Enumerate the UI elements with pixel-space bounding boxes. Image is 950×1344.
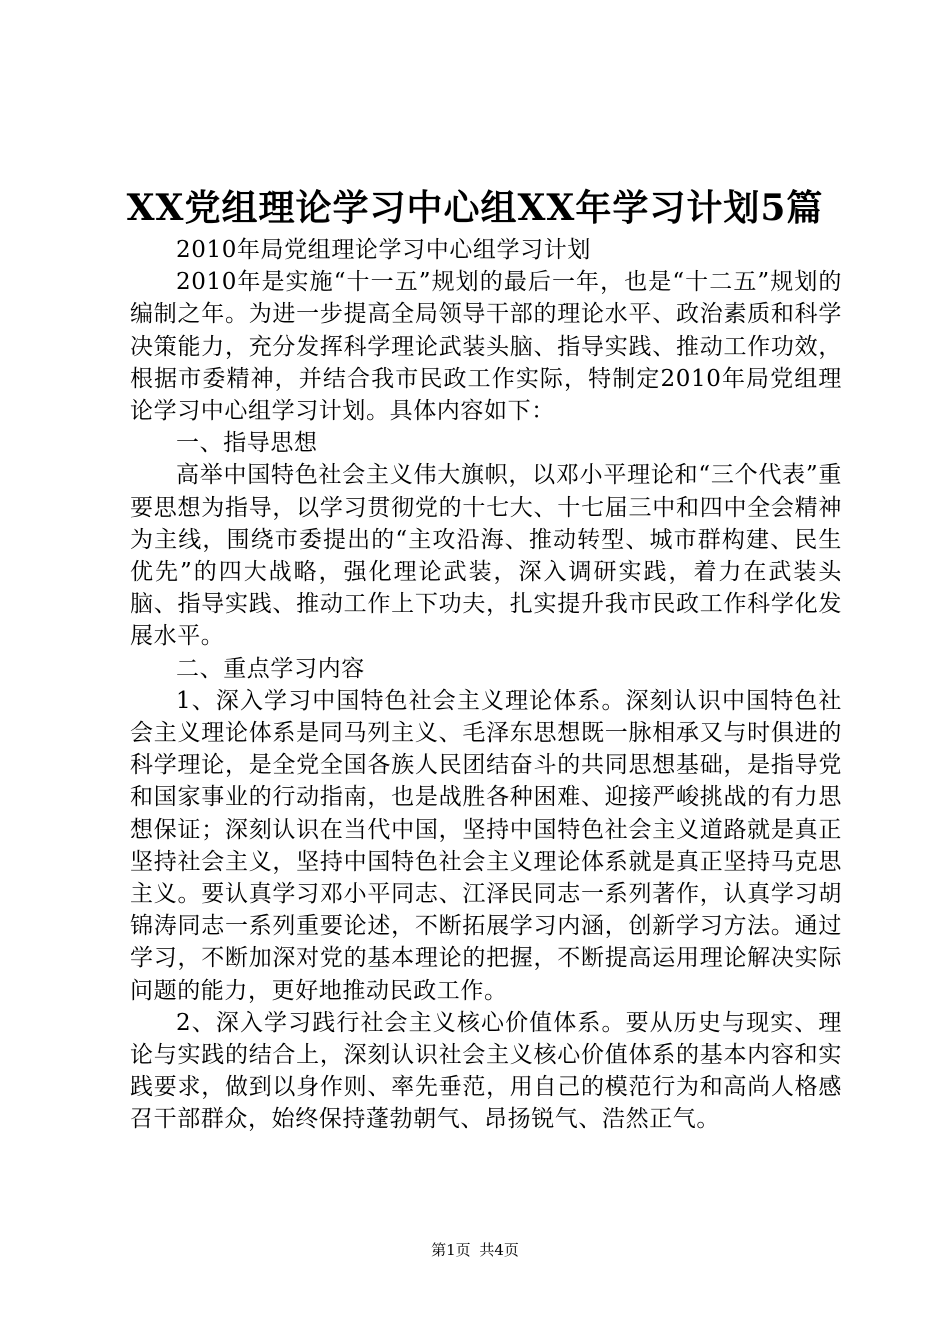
page-number: 第1页 xyxy=(431,1241,471,1259)
paragraph-intro: 2010年是实施“十一五”规划的最后一年，也是“十二五”规划的编制之年。为进一步提高全局领导干部的理论水平、政治素质和科学决策能力，充分发挥科学理论武装头脑、指导实践、推动工作功效，根据市委精神，并结合我市民政工作实际，特制定2010年局党组理论学习中心组学习计划。具体内容如下： xyxy=(130,269,842,425)
paragraph-item-1: 1、深入学习中国特色社会主义理论体系。深刻认识中国特色社会主义理论体系是同马列主义、毛泽东思想既一脉相承又与时俱进的科学理论，是全党全国各族人民团结奋斗的共同思想基础，是指导党和国家事业的行动指南，也是战胜各种困难、迎接严峻挑战的有力思想保证；深刻认识在当代中国，坚持中国特色社会主义道路就是真正坚持社会主义，坚持中国特色社会主义理论体系就是真正坚持马克思主义。要认真学习邓小平同志、江泽民同志一系列著作，认真学习胡锦涛同志一系列重要论述，不断拓展学习内涵，创新学习方法。通过学习，不断加深对党的基本理论的把握，不断提高运用理论解决实际问题的能力，更好地推动民政工作。 xyxy=(130,687,842,1004)
paragraph-plan-heading: 2010年局党组理论学习中心组学习计划 xyxy=(176,237,591,263)
document-body xyxy=(130,234,842,1136)
paragraph-item-2: 2、深入学习践行社会主义核心价值体系。要从历史与现实、理论与实践的结合上，深刻认识社会主义核心价值体系的基本内容和实践要求，做到以身作则、率先垂范，用自己的模范行为和高尚人格感召干部群众，始终保持蓬勃朝气、昂扬锐气、浩然正气。 xyxy=(130,1009,842,1133)
page-footer xyxy=(0,1240,950,1260)
document-title: XX党组理论学习中心组XX年学习计划5篇 xyxy=(126,187,824,229)
page-total: 共4页 xyxy=(479,1241,519,1259)
section-heading-guiding-thought: 一、指导思想 xyxy=(176,430,318,457)
section-heading-key-content: 二、重点学习内容 xyxy=(176,655,365,682)
paragraph-guiding-thought: 高举中国特色社会主义伟大旗帜，以邓小平理论和“三个代表”重要思想为指导，以学习贯彻党的十七大、十七届三中和四中全会精神为主线，围绕市委提出的“主攻沿海、推动转型、城市群构建、民生优先”的四大战略，强化理论武装，深入调研实践，着力在武装头脑、指导实践、推动工作上下功夫，扎实提升我市民政工作科学化发展水平。 xyxy=(130,462,842,650)
